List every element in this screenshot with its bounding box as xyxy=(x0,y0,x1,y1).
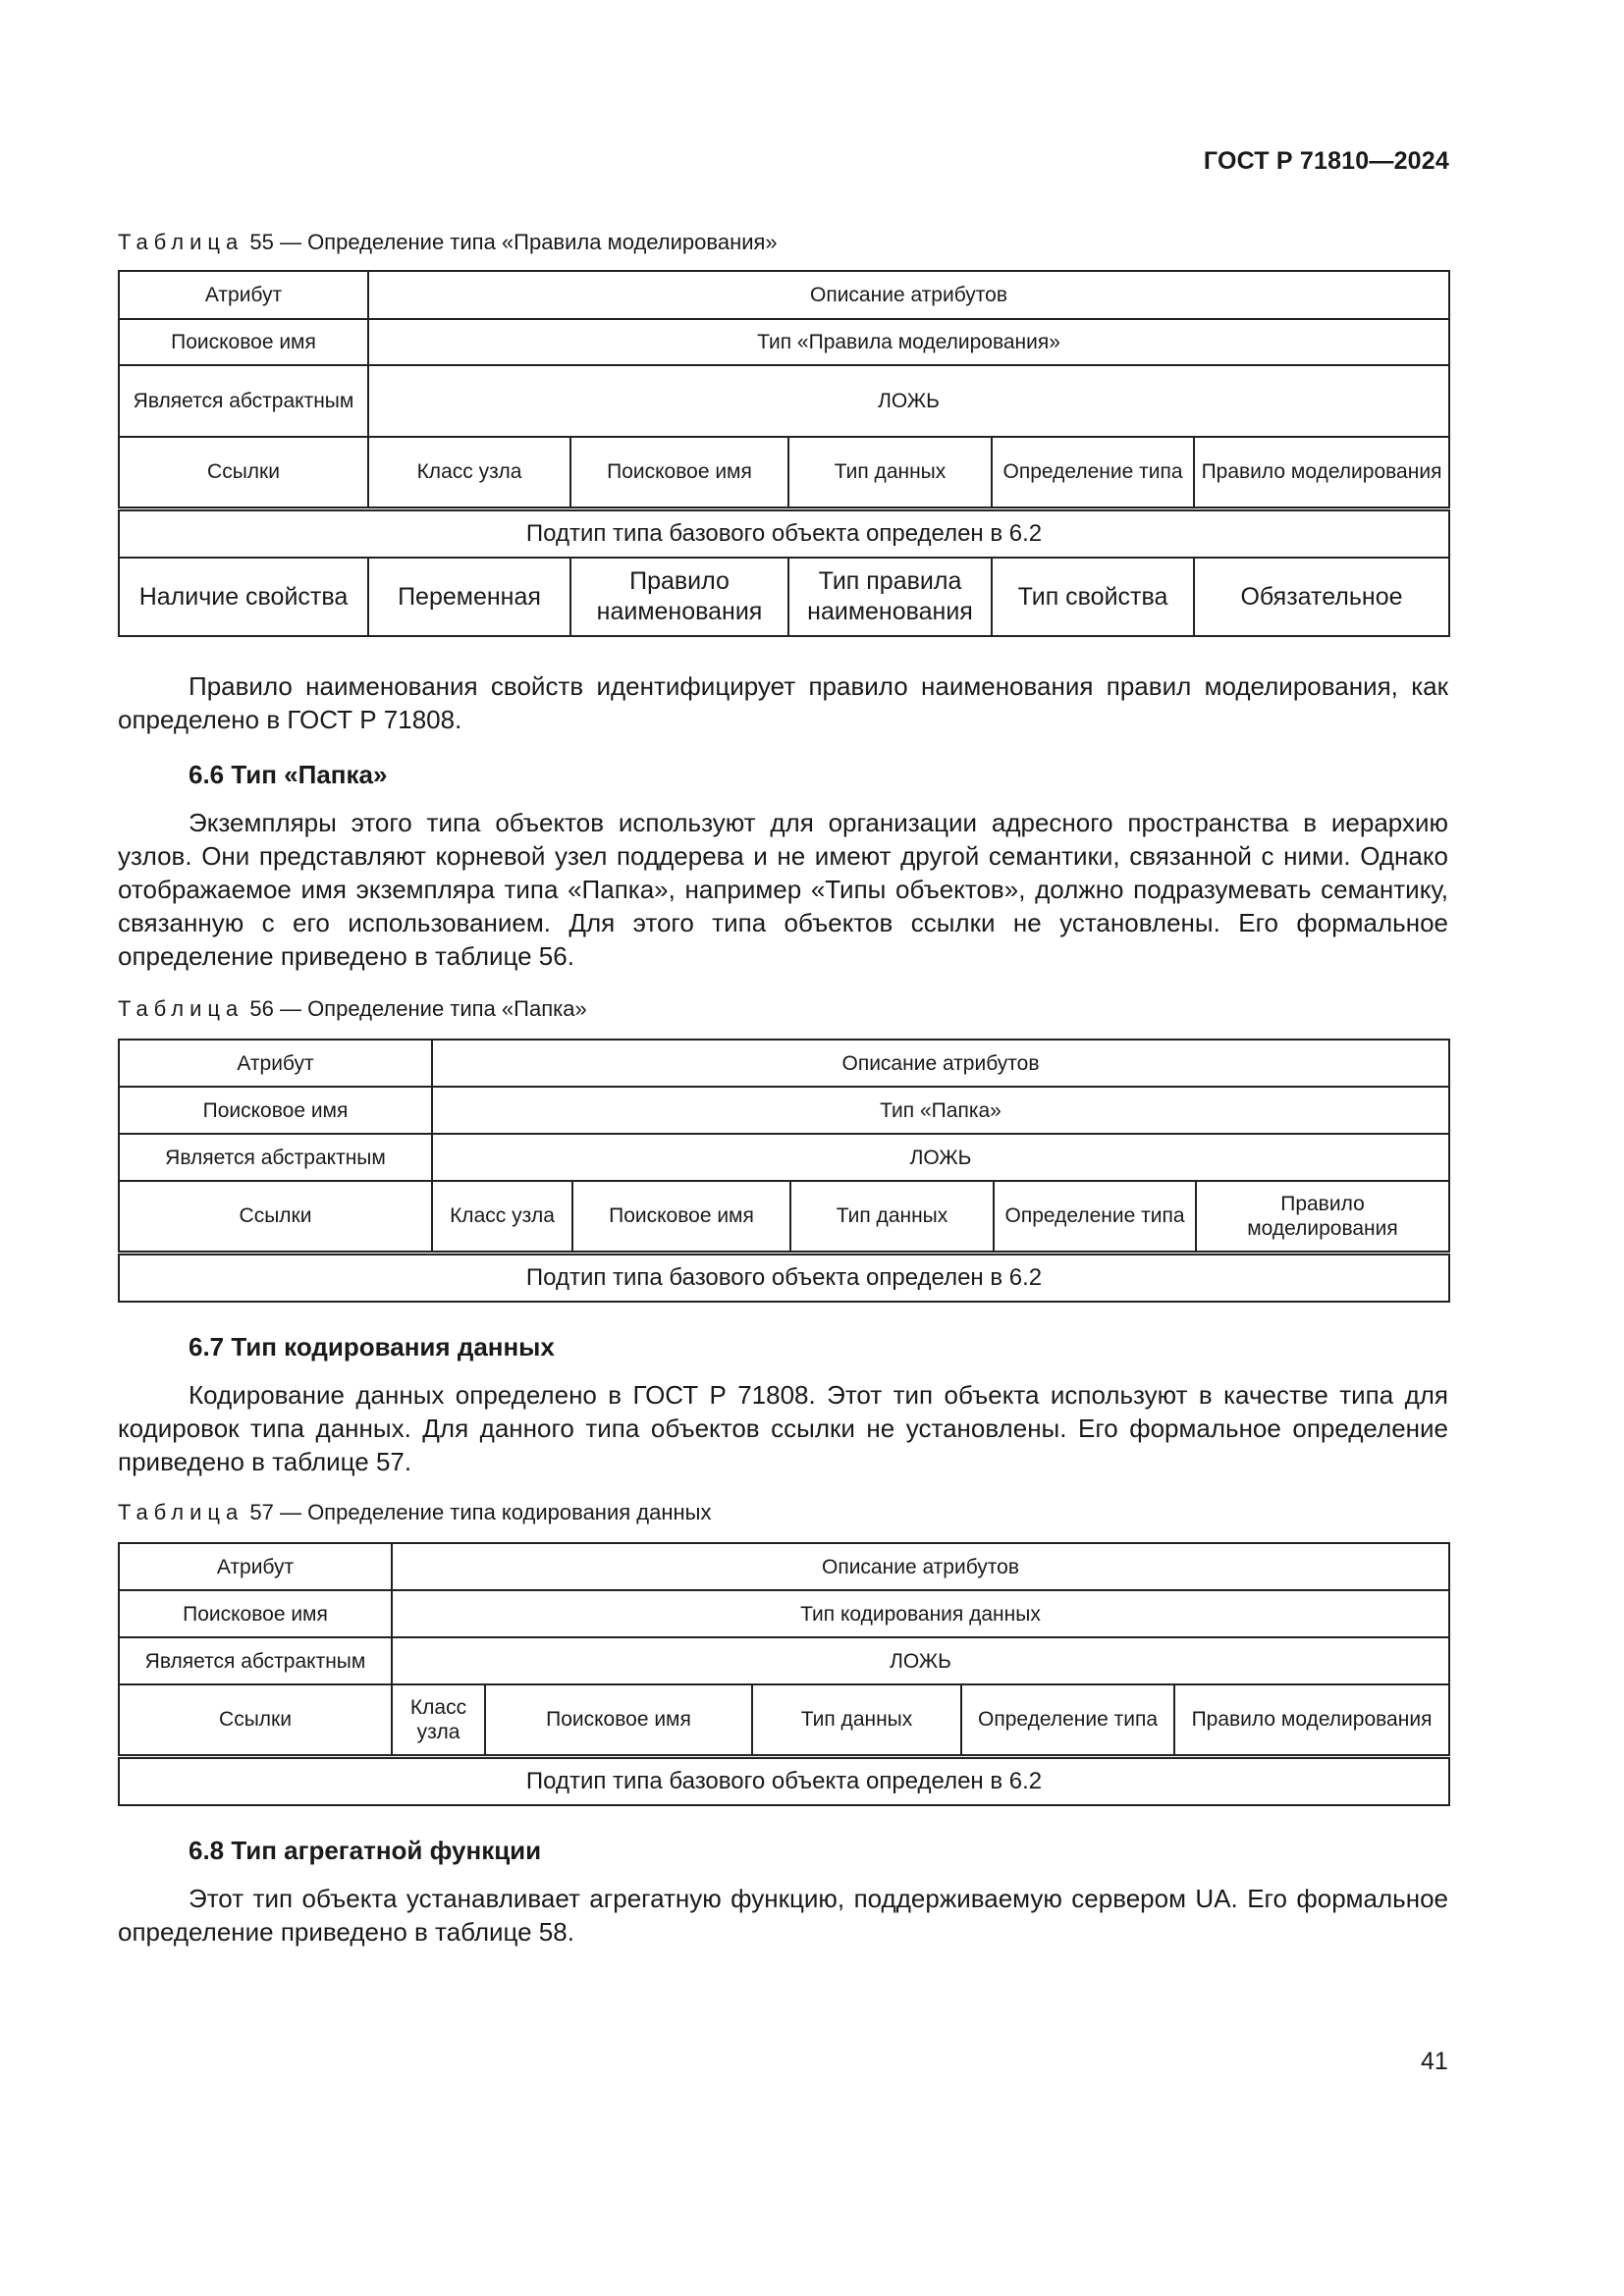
document-header: ГОСТ Р 71810—2024 xyxy=(1203,147,1449,175)
ref-header-type-definition: Определение типа xyxy=(992,437,1194,508)
attr-desc-header: Описание атрибутов xyxy=(368,271,1449,319)
ref-header-type-definition: Определение типа xyxy=(961,1684,1174,1756)
ref-header-browse-name: Поисковое имя xyxy=(570,437,788,508)
caption-text: 55 — Определение типа «Правила моделирования» xyxy=(244,230,778,254)
table-55 xyxy=(118,270,1450,637)
caption-text: 57 — Определение типа кодирования данных xyxy=(244,1500,712,1524)
browse-name-value: Тип «Папка» xyxy=(432,1087,1449,1134)
section-6-6-heading: 6.6 Тип «Папка» xyxy=(189,760,388,789)
is-abstract-value: ЛОЖЬ xyxy=(432,1134,1449,1181)
ref-header-data-type: Тип данных xyxy=(788,437,992,508)
section-6-8-heading: 6.8 Тип агрегатной функции xyxy=(189,1836,542,1865)
ref-header-modelling-rule: Правило моделирования xyxy=(1174,1684,1449,1756)
browse-name-label: Поисковое имя xyxy=(119,319,368,365)
ref-header-node-class: Класс узла xyxy=(392,1684,485,1756)
ref-header-data-type: Тип данных xyxy=(752,1684,961,1756)
caption-prefix: Таблица xyxy=(118,996,244,1021)
attr-header: Атрибут xyxy=(119,271,368,319)
ref-header-browse-name: Поисковое имя xyxy=(572,1181,790,1253)
subtype-note: Подтип типа базового объекта определен в 6.2 xyxy=(119,1253,1449,1302)
attr-desc-header: Описание атрибутов xyxy=(432,1040,1449,1087)
browse-name-value: Тип «Правила моделирования» xyxy=(368,319,1449,365)
subtype-note: Подтип типа базового объекта определен в 6.2 xyxy=(119,508,1449,558)
table-55-caption xyxy=(118,230,778,255)
is-abstract-label: Является абстрактным xyxy=(119,365,368,437)
ref-header-data-type: Тип данных xyxy=(790,1181,994,1253)
section-6-7-heading: 6.7 Тип кодирования данных xyxy=(189,1332,555,1362)
subtype-note: Подтип типа базового объекта определен в 6.2 xyxy=(119,1756,1449,1805)
table-57 xyxy=(118,1542,1450,1806)
ref-header-node-class: Класс узла xyxy=(368,437,570,508)
browse-name-label: Поисковое имя xyxy=(119,1087,432,1134)
paragraph-naming-rule: Правило наименования свойств идентифицирует правило наименования правил моделирования, как определено в ГОСТ Р 71808. xyxy=(118,671,1448,734)
ref-header-browse-name: Поисковое имя xyxy=(485,1684,752,1756)
caption-text: 56 — Определение типа «Папка» xyxy=(244,996,587,1021)
row-type-definition: Тип свойства xyxy=(992,558,1194,636)
browse-name-value: Тип кодирования данных xyxy=(392,1590,1449,1637)
row-browse-name: Правило наименования xyxy=(570,558,788,636)
caption-prefix: Таблица xyxy=(118,1500,244,1524)
caption-prefix: Таблица xyxy=(118,230,244,254)
ref-header-modelling-rule: Правило моделирования xyxy=(1196,1181,1449,1253)
paragraph-aggregate-function: Этот тип объекта устанавливает агрегатную функцию, поддерживаемую сервером UA. Его формальное определение приведено в таблице 58. xyxy=(118,1884,1448,1947)
attr-header: Атрибут xyxy=(119,1040,432,1087)
attr-desc-header: Описание атрибутов xyxy=(392,1543,1449,1590)
table-57-caption xyxy=(118,1500,711,1525)
ref-header-type-definition: Определение типа xyxy=(994,1181,1196,1253)
references-label: Ссылки xyxy=(119,1684,392,1756)
table-56-caption xyxy=(118,996,587,1022)
browse-name-label: Поисковое имя xyxy=(119,1590,392,1637)
is-abstract-label: Является абстрактным xyxy=(119,1134,432,1181)
table-56 xyxy=(118,1039,1450,1303)
references-label: Ссылки xyxy=(119,437,368,508)
row-has-property: Наличие свойства xyxy=(119,558,368,636)
ref-header-modelling-rule: Правило моделирования xyxy=(1194,437,1449,508)
paragraph-folder-type: Экземпляры этого типа объектов используют для организации адресного пространства в иерархию узлов. Они представляют корневой узел поддерева и не имеют другой семантики, связанной с ними. Однако отображаемое имя экземпляра типа «Папка», например «Типы объектов», должно подразумевать семантику, связанную с его использованием. Для этого типа объектов ссылки не установлены. Его формальное определение приведено в таблице 56. xyxy=(118,808,1448,971)
row-modelling-rule: Обязательное xyxy=(1194,558,1449,636)
is-abstract-label: Является абстрактным xyxy=(119,1637,392,1684)
attr-header: Атрибут xyxy=(119,1543,392,1590)
is-abstract-value: ЛОЖЬ xyxy=(368,365,1449,437)
references-label: Ссылки xyxy=(119,1181,432,1253)
row-data-type: Тип правила наименования xyxy=(788,558,992,636)
paragraph-data-encoding: Кодирование данных определено в ГОСТ Р 71808. Этот тип объекта используют в качестве типа для кодировок типа данных. Для данного типа объектов ссылки не установлены. Его формальное определение приведено в таблице 57. xyxy=(118,1380,1448,1476)
ref-header-node-class: Класс узла xyxy=(432,1181,572,1253)
is-abstract-value: ЛОЖЬ xyxy=(392,1637,1449,1684)
page-number: 41 xyxy=(1421,2048,1448,2075)
row-node-class: Переменная xyxy=(368,558,570,636)
